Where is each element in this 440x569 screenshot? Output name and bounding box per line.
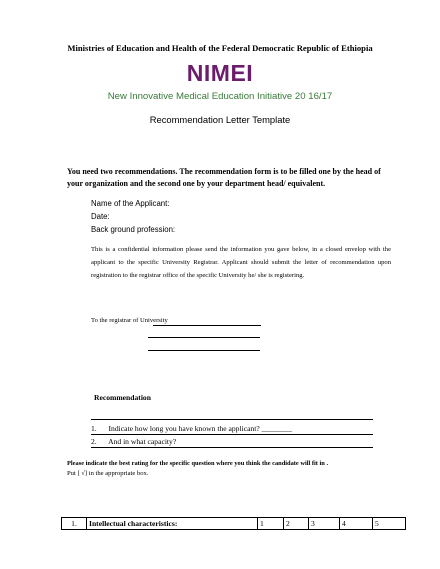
- score-cell-3[interactable]: 3: [309, 518, 340, 530]
- criterion-label: Intellectual characteristics:: [87, 518, 258, 530]
- score-cell-1[interactable]: 1: [258, 518, 284, 530]
- divider-line: [91, 434, 373, 435]
- divider-line: [91, 419, 373, 420]
- question-text: Indicate how long you have known the applicant?: [108, 424, 260, 433]
- table-row: [62, 518, 406, 530]
- confidential-note: This is a confidential information please send the information you gave below, in a closed envelop with the applicant to the specific University Registrar. Applicant should submit the letter of recommendation upon registration to the registrar office of the specific University he/ she is registering.: [91, 246, 391, 279]
- intro-instructions: You need two recommendations. The recommendation form is to be filled one by the head of your organization and the second one by your department head/ equivalent.: [67, 167, 381, 188]
- initiative-subtitle: New Innovative Medical Education Initiative 20 16/17: [107, 91, 333, 102]
- document-title: Recommendation Letter Template: [149, 114, 291, 125]
- question-number: 2.: [91, 437, 97, 446]
- address-line: [148, 337, 260, 338]
- checkmark-instructions: Put [ √] in the appropriate box.: [67, 470, 149, 477]
- applicant-name-field: Name of the Applicant:: [91, 199, 170, 208]
- background-profession-field: Back ground profession:: [91, 225, 176, 234]
- row-number: 1.: [62, 518, 87, 530]
- date-field: Date:: [91, 212, 110, 221]
- registrar-line: [153, 325, 261, 326]
- question-item: [91, 424, 292, 433]
- registrar-label: To the registrar of University: [91, 317, 168, 324]
- rating-instructions: Please indicate the best rating for the specific question where you think the candidate will fit in .: [67, 460, 329, 467]
- score-cell-4[interactable]: 4: [340, 518, 373, 530]
- score-cell-2[interactable]: 2: [284, 518, 309, 530]
- question-number: 1.: [91, 424, 97, 433]
- question-item: [91, 437, 176, 446]
- rating-table: [61, 517, 406, 530]
- nimei-logo: NIMEI: [186, 60, 254, 86]
- answer-blank: ________: [261, 424, 292, 433]
- address-line: [148, 350, 260, 351]
- question-text: And in what capacity?: [108, 437, 177, 446]
- score-cell-5[interactable]: 5: [373, 518, 406, 530]
- divider-line: [91, 447, 373, 448]
- recommendation-heading: Recommendation: [94, 393, 151, 402]
- ministry-heading: Ministries of Education and Health of the Federal Democratic Republic of Ethiopia: [67, 43, 373, 53]
